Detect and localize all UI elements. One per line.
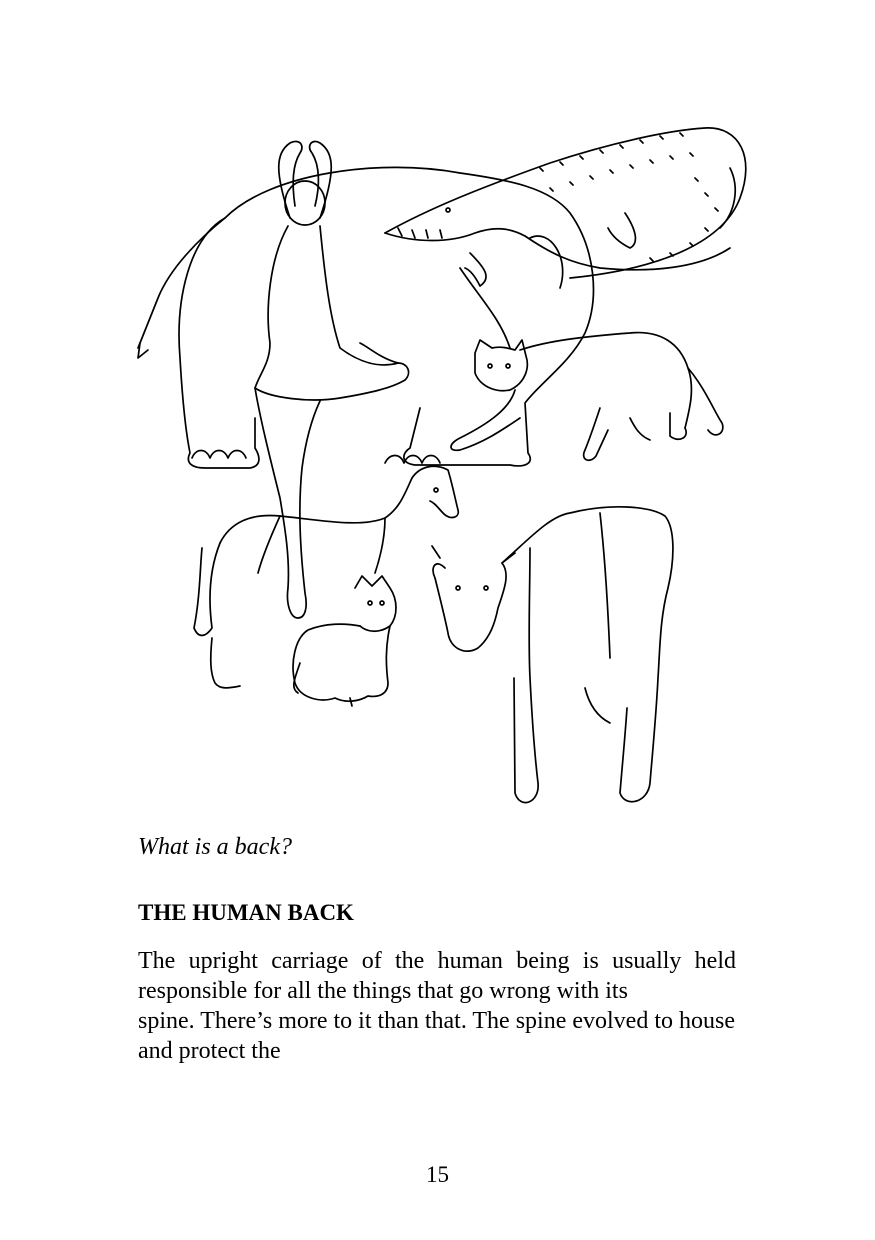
- illustration-caption: What is a back?: [138, 834, 292, 860]
- animals-illustration: [130, 118, 750, 818]
- dog-figure: [194, 466, 458, 688]
- elephant-figure: [138, 167, 593, 468]
- body-text: [138, 946, 736, 1066]
- section-heading: THE HUMAN BACK: [138, 900, 354, 925]
- paragraph: The upright carriage of the human being is usually held responsible for all the things that go wrong with its: [138, 948, 736, 1004]
- paragraph: spine. There’s more to it than that. The spine evolved to house and protect the: [138, 1008, 735, 1064]
- dancer-figure: [255, 141, 409, 618]
- cow-figure: [432, 507, 673, 803]
- page-number: 15: [426, 1162, 449, 1187]
- cat-figure: [451, 333, 723, 461]
- terrier-figure: [293, 576, 396, 706]
